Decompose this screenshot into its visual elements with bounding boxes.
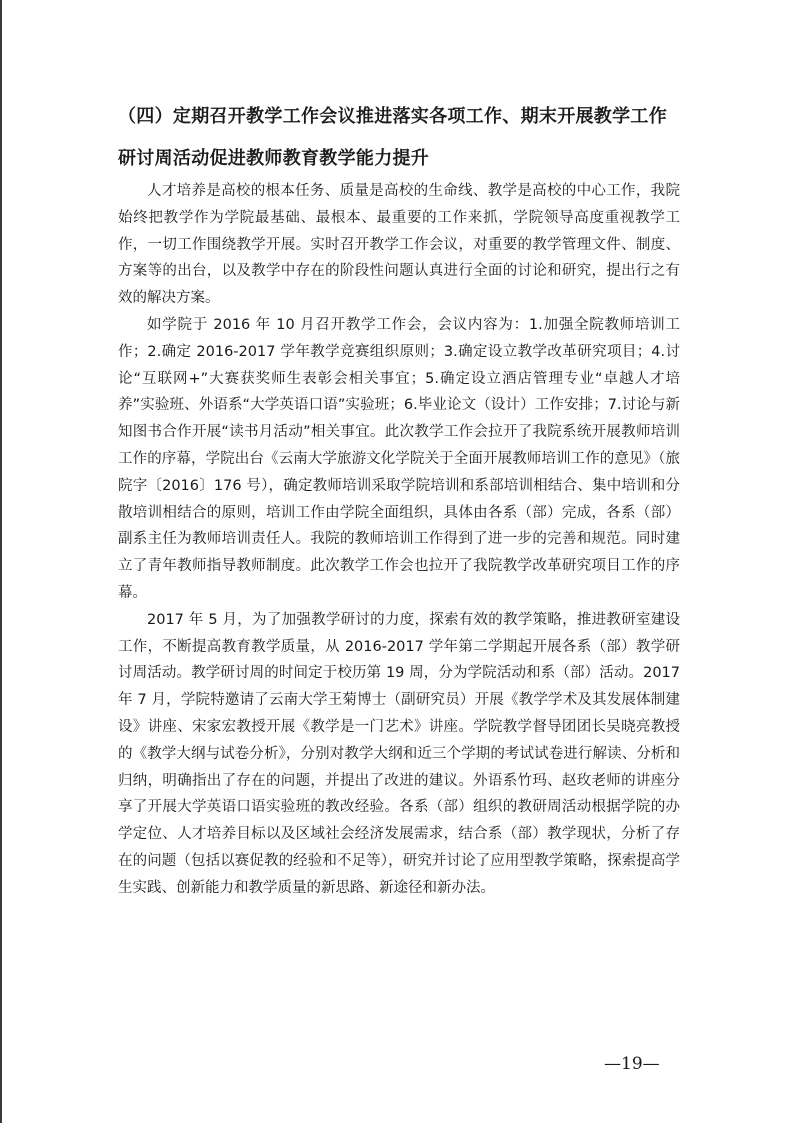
page-number: —19— xyxy=(604,1054,660,1074)
page-edge-line xyxy=(0,0,2,1123)
body-text xyxy=(118,178,680,902)
section-heading-line-2: 研讨周活动促进教师教育教学能力提升 xyxy=(118,148,430,169)
paragraph-1: 人才培养是高校的根本任务、质量是高校的生命线、教学是高校的中心工作，我院始终把教学作为学院最基础、最根本、最重要的工作来抓，学院领导高度重视教学工作，一切工作围绕教学开展。实时召开教学工作会议，对重要的教学管理文件、制度、方案等的出台，以及教学中存在的阶段性问题认真进行全面的讨论和研究，提出行之有效的解决方案。 xyxy=(118,183,680,307)
section-heading-line-1: （四）定期召开教学工作会议推进落实各项工作、期末开展教学工作 xyxy=(118,106,667,127)
paragraph-3: 2017 年 5 月，为了加强教学研讨的力度，探索有效的教学策略，推进教研室建设工作，不断提高教育教学质量，从 2016-2017 学年第二学期起开展各系（部）教学研讨周活动。教学研讨周的时间定于校历第 19 周，分为学院活动和系（部）活动。2017 年 7 月，学院特邀请了云南大学王菊博士（副研究员）开展《教学学术及其发展体制建设》讲座、宋家宏教授开展《教学是一门艺术》讲座。学院教学督导团团长吴晓亮教授的《教学大纲与试卷分析》，分别对教学大纲和近三个学期的考试试卷进行解读、分析和归纳，明确指出了存在的问题，并提出了改进的建议。外语系竹玛、赵玫老师的讲座分享了开展大学英语口语实验班的教改经验。各系（部）组织的教研周活动根据学院的办学定位、人才培养目标以及区域社会经济发展需求，结合系（部）教学现状，分析了存在的问题（包括以赛促教的经验和不足等），研究并讨论了应用型教学策略，探索提高学生实践、创新能力和教学质量的新思路、新途径和新办法。 xyxy=(118,611,680,896)
paragraph-2: 如学院于 2016 年 10 月召开教学工作会，会议内容为：1.加强全院教师培训工作；2.确定 2016-2017 学年教学竞赛组织原则；3.确定设立教学改革研究项目；4.讨论“互联网+”大赛获奖师生表彰会相关事宜；5.确定设立酒店管理专业“卓越人才培养”实验班、外语系“大学英语口语”实验班；6.毕业论文（设计）工作安排；7.讨论与新知图书合作开展“读书月活动”相关事宜。此次教学工作会拉开了我院系统开展教师培训工作的序幕，学院出台《云南大学旅游文化学院关于全面开展教师培训工作的意见》（旅院字〔2016〕176 号），确定教师培训采取学院培训和系部培训相结合、集中培训和分散培训相结合的原则，培训工作由学院全面组织，具体由各系（部）完成，各系（部）副系主任为教师培训责任人。我院的教师培训工作得到了进一步的完善和规范。同时建立了青年教师指导教师制度。此次教学工作会也拉开了我院教学改革研究项目工作的序幕。 xyxy=(118,316,680,601)
